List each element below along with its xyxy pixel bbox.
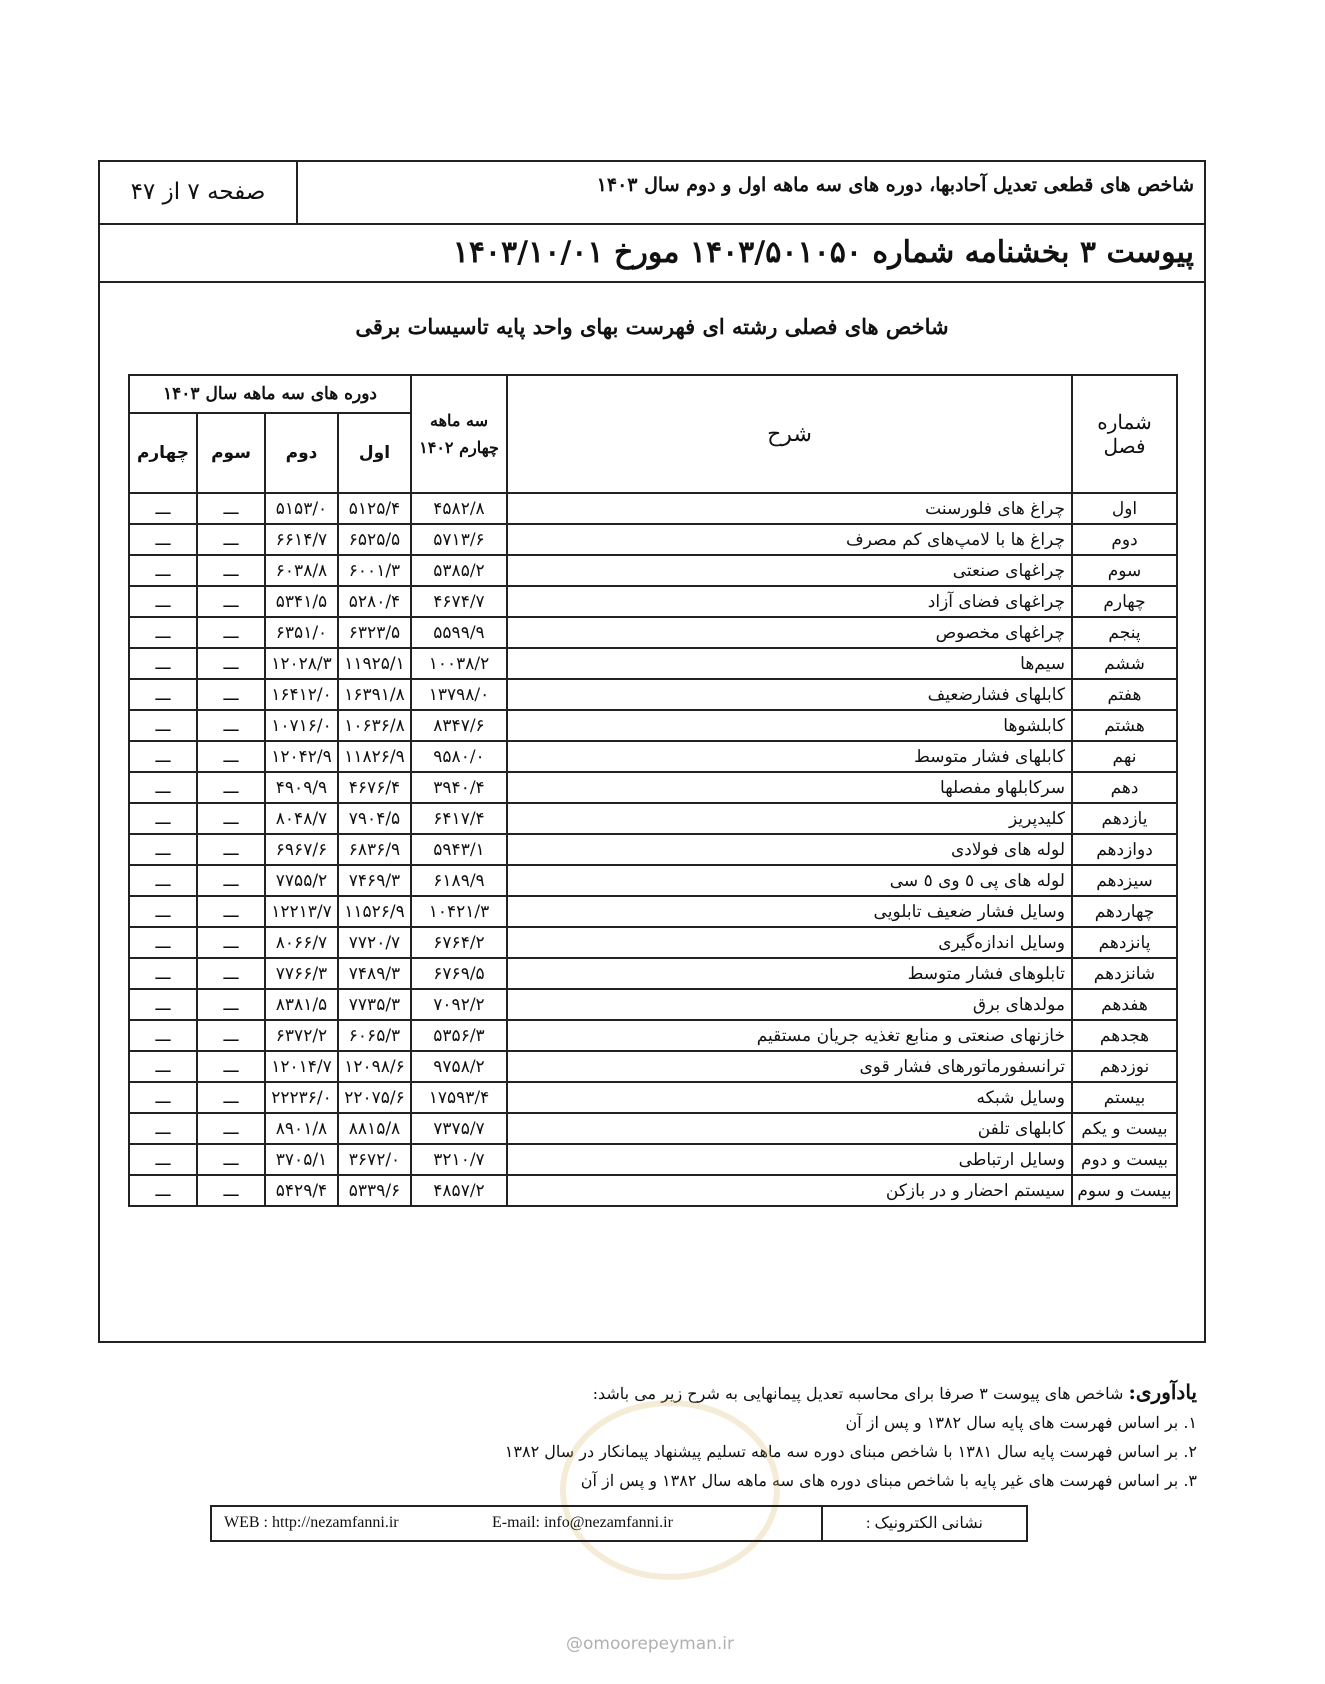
header-first: اول [338, 413, 411, 493]
third-quarter-cell: ـــ [197, 958, 265, 989]
table-row [129, 617, 1177, 648]
q4-1402-cell: ۶۷۶۹/۵ [411, 958, 507, 989]
chapter-cell: دوم [1072, 524, 1177, 555]
second-quarter-cell: ۱۶۴۱۲/۰ [265, 679, 338, 710]
table-row [129, 1020, 1177, 1051]
fourth-quarter-cell: ـــ [129, 741, 197, 772]
first-quarter-cell: ۷۴۸۹/۳ [338, 958, 411, 989]
chapter-cell: بیست و سوم [1072, 1175, 1177, 1206]
chapter-cell: دهم [1072, 772, 1177, 803]
first-quarter-cell: ۶۸۳۶/۹ [338, 834, 411, 865]
q4-1402-cell: ۵۷۱۳/۶ [411, 524, 507, 555]
q4-1402-cell: ۵۹۴۳/۱ [411, 834, 507, 865]
description-cell: لوله های فولادی [507, 834, 1072, 865]
third-quarter-cell: ـــ [197, 555, 265, 586]
first-quarter-cell: ۱۲۰۹۸/۶ [338, 1051, 411, 1082]
third-quarter-cell: ـــ [197, 648, 265, 679]
second-quarter-cell: ۸۰۴۸/۷ [265, 803, 338, 834]
chapter-cell: سیزدهم [1072, 865, 1177, 896]
q4-1402-cell: ۱۰۰۳۸/۲ [411, 648, 507, 679]
chapter-cell: دوازدهم [1072, 834, 1177, 865]
description-cell: کابلهای فشار متوسط [507, 741, 1072, 772]
watermark-text: @omoorepeyman.ir [566, 1634, 735, 1654]
second-quarter-cell: ۶۰۳۸/۸ [265, 555, 338, 586]
third-quarter-cell: ـــ [197, 803, 265, 834]
chapter-cell: یازدهم [1072, 803, 1177, 834]
q4-1402-cell: ۱۷۵۹۳/۴ [411, 1082, 507, 1113]
index-table [128, 374, 1178, 1207]
second-quarter-cell: ۳۷۰۵/۱ [265, 1144, 338, 1175]
fourth-quarter-cell: ـــ [129, 772, 197, 803]
second-quarter-cell: ۸۰۶۶/۷ [265, 927, 338, 958]
q4-1402-cell: ۶۷۶۴/۲ [411, 927, 507, 958]
table-body [129, 493, 1177, 1206]
third-quarter-cell: ـــ [197, 989, 265, 1020]
fourth-quarter-cell: ـــ [129, 648, 197, 679]
first-quarter-cell: ۶۳۲۳/۵ [338, 617, 411, 648]
description-cell: ترانسفورماتورهای فشار قوی [507, 1051, 1072, 1082]
first-quarter-cell: ۱۰۶۳۶/۸ [338, 710, 411, 741]
third-quarter-cell: ـــ [197, 586, 265, 617]
page-number: صفحه ۷ از ۴۷ [100, 162, 298, 223]
chapter-cell: پنجم [1072, 617, 1177, 648]
second-quarter-cell: ۶۹۶۷/۶ [265, 834, 338, 865]
first-quarter-cell: ۷۴۶۹/۳ [338, 865, 411, 896]
second-quarter-cell: ۱۲۰۱۴/۷ [265, 1051, 338, 1082]
document-frame [98, 160, 1206, 1343]
second-quarter-cell: ۱۲۰۴۲/۹ [265, 741, 338, 772]
header-fourth: چهارم [129, 413, 197, 493]
table-row [129, 741, 1177, 772]
chapter-cell: چهاردهم [1072, 896, 1177, 927]
description-cell: چراغهای مخصوص [507, 617, 1072, 648]
second-quarter-cell: ۲۲۲۳۶/۰ [265, 1082, 338, 1113]
third-quarter-cell: ـــ [197, 1051, 265, 1082]
description-cell: سیم‌ها [507, 648, 1072, 679]
third-quarter-cell: ـــ [197, 834, 265, 865]
second-quarter-cell: ۸۹۰۱/۸ [265, 1113, 338, 1144]
fourth-quarter-cell: ـــ [129, 958, 197, 989]
table-row [129, 493, 1177, 524]
chapter-cell: هشتم [1072, 710, 1177, 741]
fourth-quarter-cell: ـــ [129, 1144, 197, 1175]
chapter-cell: چهارم [1072, 586, 1177, 617]
email-address[interactable]: E-mail: info@nezamfanni.ir [492, 1514, 673, 1531]
q4-1402-cell: ۵۳۸۵/۲ [411, 555, 507, 586]
table-row [129, 1082, 1177, 1113]
q4-1402-cell: ۸۳۴۷/۶ [411, 710, 507, 741]
description-cell: چراغهای صنعتی [507, 555, 1072, 586]
header-periods-1403: دوره های سه ماهه سال ۱۴۰۳ [129, 375, 411, 413]
q4-1402-cell: ۷۰۹۲/۲ [411, 989, 507, 1020]
second-quarter-cell: ۵۴۲۹/۴ [265, 1175, 338, 1206]
third-quarter-cell: ـــ [197, 524, 265, 555]
table-title: شاخص های فصلی رشته ای فهرست بهای واحد پایه تاسیسات برقی [355, 314, 949, 339]
third-quarter-cell: ـــ [197, 1113, 265, 1144]
second-quarter-cell: ۱۰۷۱۶/۰ [265, 710, 338, 741]
third-quarter-cell: ـــ [197, 865, 265, 896]
table-row [129, 958, 1177, 989]
q4-1402-cell: ۴۵۸۲/۸ [411, 493, 507, 524]
first-quarter-cell: ۳۶۷۲/۰ [338, 1144, 411, 1175]
third-quarter-cell: ـــ [197, 1144, 265, 1175]
fourth-quarter-cell: ـــ [129, 617, 197, 648]
first-quarter-cell: ۷۹۰۴/۵ [338, 803, 411, 834]
note-item: ۱. بر اساس فهرست های پایه سال ۱۳۸۲ و پس از آن [845, 1413, 1197, 1432]
appendix-title: پیوست ۳ بخشنامه شماره ۱۴۰۳/۵۰۱۰۵۰ مورخ ۱۴۰۳/۱۰/۰۱ [452, 235, 1194, 270]
first-quarter-cell: ۶۰۶۵/۳ [338, 1020, 411, 1051]
q4-1402-cell: ۴۸۵۷/۲ [411, 1175, 507, 1206]
table-row [129, 834, 1177, 865]
fourth-quarter-cell: ـــ [129, 1113, 197, 1144]
description-cell: وسایل فشار ضعیف تابلویی [507, 896, 1072, 927]
table-row [129, 524, 1177, 555]
header-row [100, 162, 1204, 225]
table-row [129, 1113, 1177, 1144]
third-quarter-cell: ـــ [197, 927, 265, 958]
chapter-cell: شانزدهم [1072, 958, 1177, 989]
chapter-cell: بیستم [1072, 1082, 1177, 1113]
fourth-quarter-cell: ـــ [129, 865, 197, 896]
table-row [129, 679, 1177, 710]
description-cell: چراغ های فلورسنت [507, 493, 1072, 524]
first-quarter-cell: ۷۷۳۵/۳ [338, 989, 411, 1020]
web-address[interactable]: WEB : http://nezamfanni.ir [224, 1514, 399, 1531]
chapter-cell: اول [1072, 493, 1177, 524]
chapter-cell: نهم [1072, 741, 1177, 772]
appendix-row [100, 225, 1204, 283]
first-quarter-cell: ۱۶۳۹۱/۸ [338, 679, 411, 710]
contact-box [210, 1505, 1028, 1542]
description-cell: کابلهای فشارضعیف [507, 679, 1072, 710]
header-third: سوم [197, 413, 265, 493]
third-quarter-cell: ـــ [197, 1175, 265, 1206]
note-item: ۳. بر اساس فهرست های غیر پایه با شاخص مبنای دوره های سه ماهه سال ۱۳۸۲ و پس از آن [580, 1471, 1197, 1490]
description-cell: تابلوهای فشار متوسط [507, 958, 1072, 989]
header-q4-1402: سه ماهه چهارم ۱۴۰۲ [411, 375, 507, 493]
third-quarter-cell: ـــ [197, 617, 265, 648]
second-quarter-cell: ۷۷۵۵/۲ [265, 865, 338, 896]
document-title: شاخص های قطعی تعدیل آحادبها، دوره های سه ماهه اول و دوم سال ۱۴۰۳ [596, 174, 1194, 196]
fourth-quarter-cell: ـــ [129, 493, 197, 524]
table-row [129, 989, 1177, 1020]
table-row [129, 1144, 1177, 1175]
chapter-cell: هفتم [1072, 679, 1177, 710]
first-quarter-cell: ۶۵۲۵/۵ [338, 524, 411, 555]
q4-1402-cell: ۵۵۹۹/۹ [411, 617, 507, 648]
q4-1402-cell: ۳۲۱۰/۷ [411, 1144, 507, 1175]
first-quarter-cell: ۶۰۰۱/۳ [338, 555, 411, 586]
description-cell: وسایل ارتباطی [507, 1144, 1072, 1175]
table-row [129, 896, 1177, 927]
header-chapter: شماره فصل [1072, 375, 1177, 493]
first-quarter-cell: ۱۱۸۲۶/۹ [338, 741, 411, 772]
second-quarter-cell: ۱۲۰۲۸/۳ [265, 648, 338, 679]
description-cell: وسایل اندازه‌گیری [507, 927, 1072, 958]
description-cell: خازنهای صنعتی و منابع تغذیه جریان مستقیم [507, 1020, 1072, 1051]
q4-1402-cell: ۵۳۵۶/۳ [411, 1020, 507, 1051]
third-quarter-cell: ـــ [197, 896, 265, 927]
table-row [129, 710, 1177, 741]
second-quarter-cell: ۵۱۵۳/۰ [265, 493, 338, 524]
fourth-quarter-cell: ـــ [129, 1051, 197, 1082]
first-quarter-cell: ۱۱۵۲۶/۹ [338, 896, 411, 927]
fourth-quarter-cell: ـــ [129, 834, 197, 865]
second-quarter-cell: ۸۳۸۱/۵ [265, 989, 338, 1020]
description-cell: کابلشوها [507, 710, 1072, 741]
chapter-cell: سوم [1072, 555, 1177, 586]
fourth-quarter-cell: ـــ [129, 1020, 197, 1051]
first-quarter-cell: ۲۲۰۷۵/۶ [338, 1082, 411, 1113]
q4-1402-cell: ۱۰۴۲۱/۳ [411, 896, 507, 927]
q4-1402-cell: ۹۷۵۸/۲ [411, 1051, 507, 1082]
third-quarter-cell: ـــ [197, 710, 265, 741]
first-quarter-cell: ۵۲۸۰/۴ [338, 586, 411, 617]
description-cell: سرکابلهاو مفصلها [507, 772, 1072, 803]
chapter-cell: پانزدهم [1072, 927, 1177, 958]
description-cell: کابلهای تلفن [507, 1113, 1072, 1144]
table-row [129, 927, 1177, 958]
description-cell: مولدهای برق [507, 989, 1072, 1020]
fourth-quarter-cell: ـــ [129, 586, 197, 617]
second-quarter-cell: ۱۲۲۱۳/۷ [265, 896, 338, 927]
first-quarter-cell: ۸۸۱۵/۸ [338, 1113, 411, 1144]
first-quarter-cell: ۵۱۲۵/۴ [338, 493, 411, 524]
chapter-cell: نوزدهم [1072, 1051, 1177, 1082]
chapter-cell: بیست و دوم [1072, 1144, 1177, 1175]
fourth-quarter-cell: ـــ [129, 679, 197, 710]
table-row [129, 1175, 1177, 1206]
first-quarter-cell: ۴۶۷۶/۴ [338, 772, 411, 803]
second-quarter-cell: ۴۹۰۹/۹ [265, 772, 338, 803]
note-text: شاخص های پیوست ۳ صرفا برای محاسبه تعدیل پیمانهایی به شرح زیر می باشد: [592, 1384, 1129, 1403]
description-cell: وسایل شبکه [507, 1082, 1072, 1113]
q4-1402-cell: ۶۴۱۷/۴ [411, 803, 507, 834]
q4-1402-cell: ۷۳۷۵/۷ [411, 1113, 507, 1144]
second-quarter-cell: ۶۳۷۲/۲ [265, 1020, 338, 1051]
table-row [129, 586, 1177, 617]
q4-1402-cell: ۳۹۴۰/۴ [411, 772, 507, 803]
chapter-cell: ششم [1072, 648, 1177, 679]
description-cell: چراغ ها با لامپ‌های کم مصرف [507, 524, 1072, 555]
q4-1402-cell: ۶۱۸۹/۹ [411, 865, 507, 896]
note-item: ۲. بر اساس فهرست پایه سال ۱۳۸۱ با شاخص مبنای دوره سه ماهه تسلیم پیشنهاد پیمانکار در سال ۱۳۸۲ [504, 1442, 1197, 1461]
fourth-quarter-cell: ـــ [129, 555, 197, 586]
fourth-quarter-cell: ـــ [129, 896, 197, 927]
third-quarter-cell: ـــ [197, 1082, 265, 1113]
fourth-quarter-cell: ـــ [129, 803, 197, 834]
second-quarter-cell: ۵۳۴۱/۵ [265, 586, 338, 617]
table-row [129, 803, 1177, 834]
third-quarter-cell: ـــ [197, 679, 265, 710]
third-quarter-cell: ـــ [197, 493, 265, 524]
note-lead: یادآوری: [1128, 1380, 1197, 1404]
description-cell: سیستم احضار و در بازکن [507, 1175, 1072, 1206]
table-row [129, 772, 1177, 803]
q4-1402-cell: ۴۶۷۴/۷ [411, 586, 507, 617]
header-second: دوم [265, 413, 338, 493]
second-quarter-cell: ۶۳۵۱/۰ [265, 617, 338, 648]
fourth-quarter-cell: ـــ [129, 524, 197, 555]
fourth-quarter-cell: ـــ [129, 927, 197, 958]
table-row [129, 1051, 1177, 1082]
first-quarter-cell: ۵۳۳۹/۶ [338, 1175, 411, 1206]
table-row [129, 555, 1177, 586]
q4-1402-cell: ۹۵۸۰/۰ [411, 741, 507, 772]
first-quarter-cell: ۷۷۲۰/۷ [338, 927, 411, 958]
fourth-quarter-cell: ـــ [129, 1175, 197, 1206]
chapter-cell: هجدهم [1072, 1020, 1177, 1051]
description-cell: لوله های پی ٥ وی ٥ سی [507, 865, 1072, 896]
chapter-cell: هفدهم [1072, 989, 1177, 1020]
description-cell: کلیدپریز [507, 803, 1072, 834]
contact-label: نشانی الکترونیک : [821, 1507, 1026, 1540]
description-cell: چراغهای فضای آزاد [507, 586, 1072, 617]
fourth-quarter-cell: ـــ [129, 989, 197, 1020]
second-quarter-cell: ۷۷۶۶/۳ [265, 958, 338, 989]
q4-1402-cell: ۱۳۷۹۸/۰ [411, 679, 507, 710]
fourth-quarter-cell: ـــ [129, 710, 197, 741]
table-row [129, 865, 1177, 896]
first-quarter-cell: ۱۱۹۲۵/۱ [338, 648, 411, 679]
header-description: شرح [507, 375, 1072, 493]
third-quarter-cell: ـــ [197, 741, 265, 772]
third-quarter-cell: ـــ [197, 1020, 265, 1051]
faint-stamp-seal [560, 1400, 780, 1580]
second-quarter-cell: ۶۶۱۴/۷ [265, 524, 338, 555]
third-quarter-cell: ـــ [197, 772, 265, 803]
table-row [129, 648, 1177, 679]
fourth-quarter-cell: ـــ [129, 1082, 197, 1113]
chapter-cell: بیست و یکم [1072, 1113, 1177, 1144]
